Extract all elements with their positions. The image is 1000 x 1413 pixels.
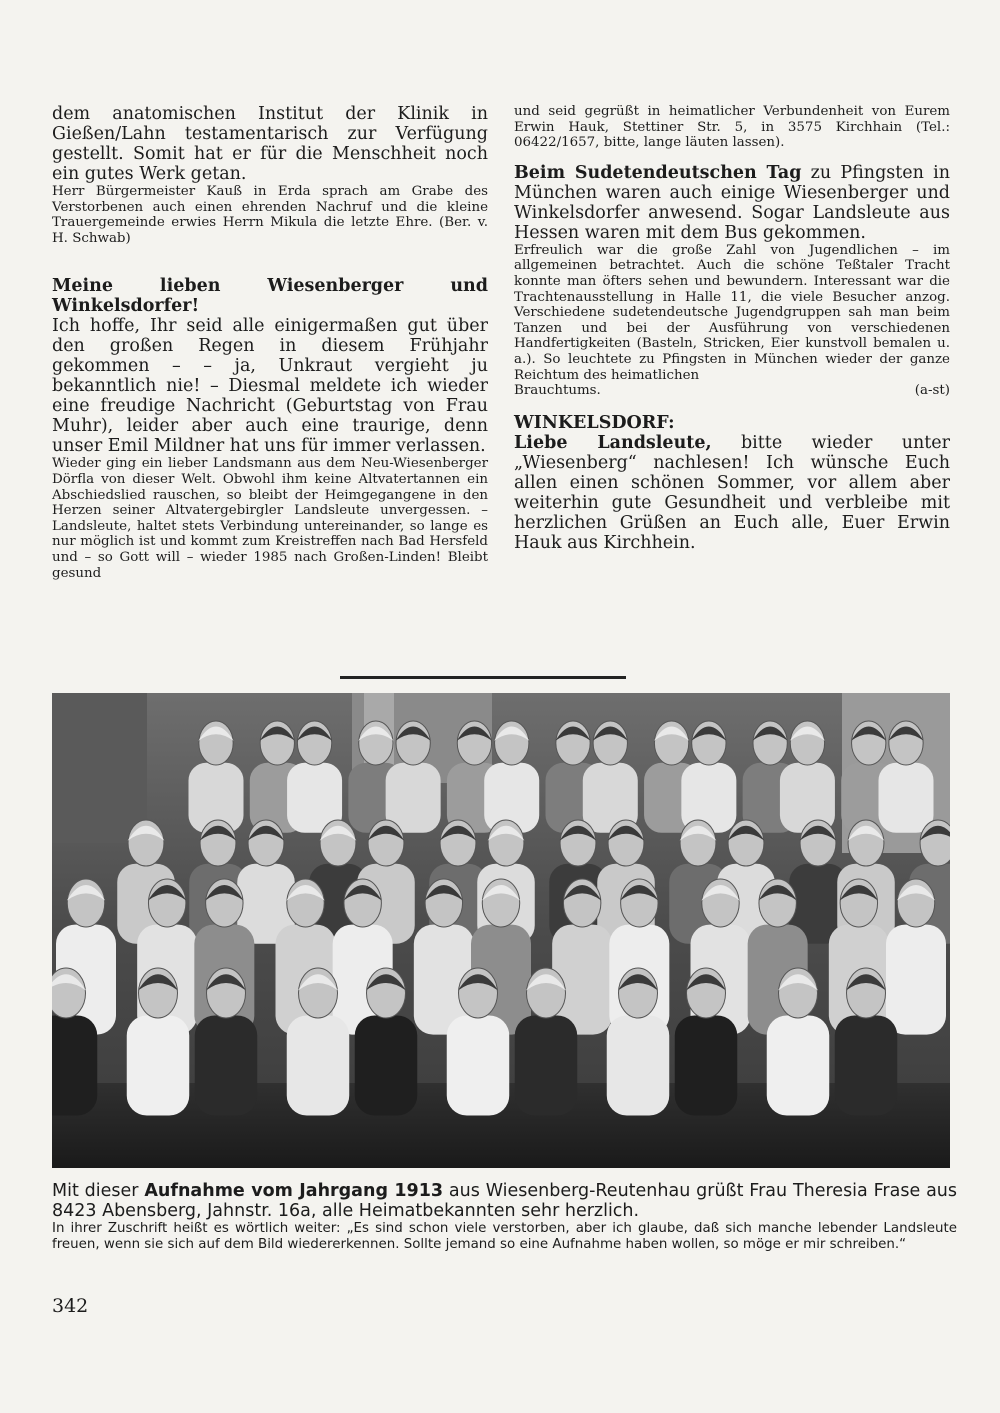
section-heading-winkelsdorf: WINKELSDORF: (514, 412, 675, 433)
child-figure-body (127, 1016, 190, 1116)
class-photo (52, 693, 950, 1168)
right-paragraph-3-end (514, 383, 950, 399)
child-figure-body (355, 1016, 418, 1116)
child-figure-body (515, 1016, 578, 1116)
left-paragraph-4: Wieder ging ein lieber Landsmann aus dem Neu-Wiesenberger Dörfla von dieser Welt. Obwohl ihm keine Altvatertannen ein Abschiedslied rauschen, so bleibt der Heimgegangene in den Herzen seiner Altvatergebirgler Landsleute unvergessen. – Landsleute, haltet stets Verbindung untereinander, so lange es nur möglich ist und kommt zum Kreistreffen nach Bad Hersfeld und – so Gott will – wieder 1985 nach Großen-Linden! Bleibt gesund (52, 456, 488, 581)
class-photo-image (52, 693, 950, 1168)
left-column (52, 104, 488, 581)
right-paragraph-4-text: bitte wieder unter „Wiesenberg“ nachlesen! Ich wünsche Euch allen einen schönen Sommer, vor allem aber weiterhin gute Gesundheit und verbleibe mit herzlichen Grüßen an Euch alle, Euer Erwin Hauk aus Kirchhein. (514, 432, 951, 553)
page-number: 342 (52, 1295, 89, 1317)
child-figure-body (835, 1016, 898, 1116)
right-paragraph-3-last-word: Brauchtums. (514, 383, 601, 399)
left-paragraph-2: Herr Bürgermeister Kauß in Erda sprach am Grabe des Verstorbenen auch einen ehrenden Nachruf und die kleine Trauergemeinde erwies Herrn Mikula die letzte Ehre. (Ber. v. H. Schwab) (52, 184, 488, 246)
child-figure-body (767, 1016, 830, 1116)
child-figure-body (287, 1016, 350, 1116)
child-figure-body (675, 1016, 738, 1116)
child-figure-body (607, 1016, 670, 1116)
right-paragraph-1: und seid gegrüßt in heimatlicher Verbundenheit von Eurem Erwin Hauk, Stettiner Str. 5, in 3575 Kirchhain (Tel.: 06422/1657, bitte, lange läuten lassen). (514, 104, 950, 151)
photo-caption (52, 1181, 957, 1253)
left-paragraph-1: dem anatomischen Institut der Klinik in Gießen/Lahn testamentarisch zur Verfügung gestellt. Somit hat er für die Menschheit noch ein gutes Werk getan. (52, 104, 488, 184)
caption-lead: Mit dieser (52, 1181, 145, 1201)
child-figure-body (195, 1016, 258, 1116)
caption-quote: In ihrer Zuschrift heißt es wörtlich weiter: „Es sind schon viele verstorben, aber ich glaube, daß sich manche lebender Landsleute freuen, wenn sie sich auf dem Bild wiedererkennen. Sollte jemand so eine Aufnahme haben wollen, so möge er mir schreiben.“ (52, 1221, 957, 1252)
liebe-landsleute-lead: Liebe Landsleute, (514, 432, 712, 453)
left-paragraph-3: Ich hoffe, Ihr seid alle einigermaßen gut über den großen Regen in diesem Frühjahr gekommen – – ja, Unkraut vergieht ju bekanntlich nie! – Diesmal meldete ich wieder eine freudige Nachricht (Geburtstag von Frau Muhr), leider aber auch eine traurige, denn unser Emil Mildner hat uns für immer verlassen. (52, 316, 488, 457)
child-figure-body (447, 1016, 510, 1116)
child-figure-body (886, 925, 946, 1035)
letter-heading: Meine lieben Wiesenberger und Winkelsdorfer! (52, 276, 488, 317)
right-column (514, 104, 950, 553)
sudetendeutscher-tag-lead: Beim Sudetendeutschen Tag (514, 162, 802, 183)
caption-bold: Aufnahme vom Jahrgang 1913 (144, 1181, 444, 1201)
section-divider (340, 676, 626, 679)
right-paragraph-4 (514, 433, 950, 553)
caption-rest: aus Wiesenberg-Reutenhau grüßt Frau Theresia Frase aus 8423 Abensberg, Jahnstr. 16a, alle Heimatbekannten sehr herzlich. (52, 1181, 958, 1221)
right-paragraph-3: Erfreulich war die große Zahl von Jugendlichen – im allgemeinen betrachtet. Auch die schöne Teßtaler Tracht konnte man öfters sehen und bewundern. Interessant war die Trachtenausstellung in Halle 11, die viele Besucher anzog. Verschiedene sudetendeutsche Jugendgruppen sah man beim Tanzen und bei der Ausführung von verschiedenen Handfertigkeiten (Basteln, Stricken, Eier kunstvoll bemalen u. a.). So leuchtete zu Pfingsten in München wieder der ganze Reichtum des heimatlichen (514, 242, 950, 383)
right-paragraph-2-text: zu Pfingsten in München waren auch einige Wiesenberger und Winkelsdorfer anwesend. Sogar Landsleute aus Hessen waren mit dem Bus gekommen. (514, 162, 950, 243)
right-paragraph-2 (514, 163, 950, 243)
author-signature: (a-st) (914, 383, 950, 399)
child-figure-body (879, 763, 934, 833)
child-figure-body (52, 1016, 97, 1116)
caption-main (52, 1181, 957, 1221)
